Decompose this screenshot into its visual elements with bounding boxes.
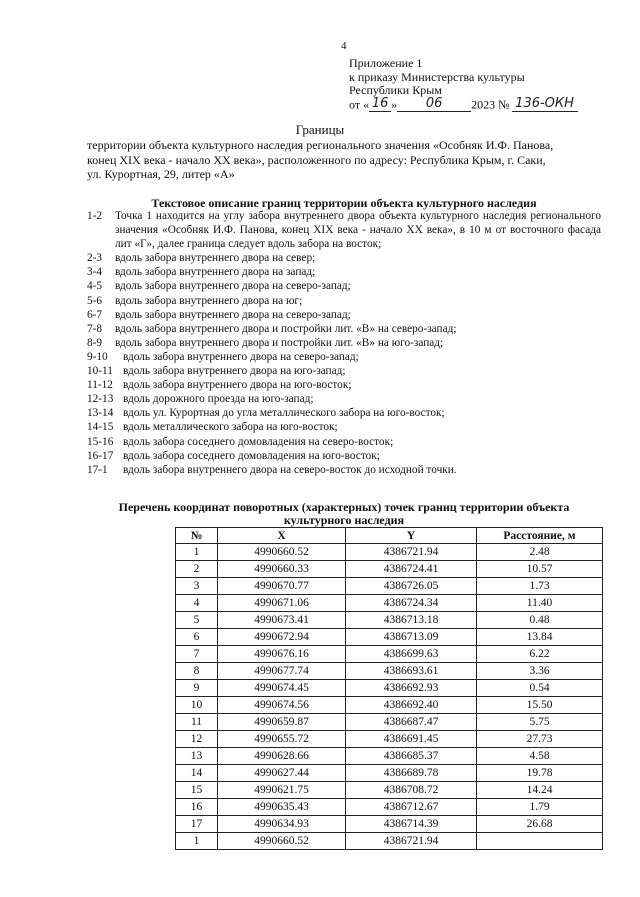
- object-description: [87, 138, 601, 182]
- table-heading-line: Перечень координат поворотных (характерных) точек границ территории объекта: [118, 500, 570, 514]
- cell-y: 4386726.05: [346, 578, 477, 595]
- list-item: 9-10 вдоль забора внутреннего двора на северо-запад;: [87, 350, 359, 363]
- cell-distance: 4.58: [477, 748, 603, 765]
- subtitle-line: ул. Курортная, 29, литер «А»: [87, 167, 235, 181]
- cell-y: 4386685.37: [346, 748, 477, 765]
- list-item: 3-4 вдоль забора внутреннего двора на запад;: [87, 266, 316, 279]
- cell-number: 7: [176, 646, 218, 663]
- cell-y: 4386699.63: [346, 646, 477, 663]
- appendix-date-line: [349, 95, 578, 112]
- table-row: [176, 748, 603, 765]
- cell-x: 4990660.52: [218, 833, 346, 850]
- table-row: [176, 629, 603, 646]
- list-item: 11-12 вдоль забора внутреннего двора на юго-восток;: [87, 379, 352, 392]
- cell-distance: 10.57: [477, 561, 603, 578]
- cell-x: 4990628.66: [218, 748, 346, 765]
- table-row: [176, 663, 603, 680]
- cell-number: 9: [176, 680, 218, 697]
- cell-number: 15: [176, 782, 218, 799]
- cell-x: 4990621.75: [218, 782, 346, 799]
- cell-distance: 1.73: [477, 578, 603, 595]
- list-item: 7-8 вдоль забора внутреннего двора и постройки лит. «В» на северо-запад;: [87, 322, 457, 335]
- cell-y: 4386712.67: [346, 799, 477, 816]
- header-y: Y: [346, 528, 477, 544]
- cell-number: 3: [176, 578, 218, 595]
- cell-y: 4386692.93: [346, 680, 477, 697]
- cell-number: 12: [176, 731, 218, 748]
- table-row: [176, 544, 603, 561]
- appendix-block: [349, 57, 578, 112]
- cell-x: 4990671.06: [218, 595, 346, 612]
- list-item: 10-11 вдоль забора внутреннего двора на юго-запад;: [87, 365, 346, 378]
- list-item: 5-6 вдоль забора внутреннего двора на юг;: [87, 294, 303, 307]
- cell-y: 4386691.45: [346, 731, 477, 748]
- cell-number: 1: [176, 833, 218, 850]
- list-item: 17-1 вдоль забора внутреннего двора на северо-восток до исходной точки.: [87, 463, 457, 476]
- table-row: [176, 680, 603, 697]
- cell-x: 4990672.94: [218, 629, 346, 646]
- list-item: 16-17 вдоль забора соседнего домовладения на юго-восток;: [87, 449, 380, 462]
- cell-x: 4990635.43: [218, 799, 346, 816]
- cell-number: 8: [176, 663, 218, 680]
- list-item: 2-3 вдоль забора внутреннего двора на север;: [87, 252, 316, 265]
- cell-number: 10: [176, 697, 218, 714]
- cell-x: 4990659.87: [218, 714, 346, 731]
- list-item: 8-9 вдоль забора внутреннего двора и постройки лит. «В» на юго-запад;: [87, 336, 444, 349]
- list-item: 14-15 вдоль металлического забора на юго-восток;: [87, 421, 338, 434]
- table-body: [176, 544, 603, 850]
- cell-distance: 6.22: [477, 646, 603, 663]
- table-heading-line: культурного наследия: [283, 513, 405, 527]
- cell-distance: 26.68: [477, 816, 603, 833]
- table-row: [176, 799, 603, 816]
- table-row: [176, 578, 603, 595]
- cell-y: 4386714.39: [346, 816, 477, 833]
- header-number: №: [176, 528, 218, 544]
- appendix-region: Республики Крым: [349, 83, 442, 97]
- cell-number: 6: [176, 629, 218, 646]
- header-distance: Расстояние, м: [477, 528, 603, 544]
- cell-distance: 0.48: [477, 612, 603, 629]
- table-row: [176, 782, 603, 799]
- cell-number: 2: [176, 561, 218, 578]
- cell-number: 13: [176, 748, 218, 765]
- cell-x: 4990673.41: [218, 612, 346, 629]
- boundary-description-list: [87, 209, 601, 477]
- cell-y: 4386692.40: [346, 697, 477, 714]
- cell-y: 4386693.61: [346, 663, 477, 680]
- cell-y: 4386713.09: [346, 629, 477, 646]
- cell-y: 4386708.72: [346, 782, 477, 799]
- cell-distance: 5.75: [477, 714, 603, 731]
- table-header-row: [176, 528, 603, 544]
- cell-number: 11: [176, 714, 218, 731]
- cell-number: 1: [176, 544, 218, 561]
- cell-distance: 27.73: [477, 731, 603, 748]
- table-row: [176, 612, 603, 629]
- coordinates-table: [175, 527, 603, 850]
- cell-distance: 1.79: [477, 799, 603, 816]
- cell-number: 4: [176, 595, 218, 612]
- cell-y: 4386713.18: [346, 612, 477, 629]
- handwritten-day: 16: [369, 98, 391, 112]
- cell-distance: 11.40: [477, 595, 603, 612]
- cell-distance: [477, 833, 603, 850]
- cell-number: 16: [176, 799, 218, 816]
- cell-y: 4386687.47: [346, 714, 477, 731]
- appendix-order-ref: к приказу Министерства культуры: [349, 69, 525, 84]
- table-heading: [87, 501, 601, 527]
- subtitle-line: территории объекта культурного наследия регионального значения «Особняк И.Ф. Панова,: [87, 138, 554, 152]
- cell-distance: 0.54: [477, 680, 603, 697]
- cell-x: 4990674.56: [218, 697, 346, 714]
- table-row: [176, 765, 603, 782]
- table-row: [176, 646, 603, 663]
- cell-number: 14: [176, 765, 218, 782]
- cell-x: 4990676.16: [218, 646, 346, 663]
- appendix-title: Приложение 1: [349, 56, 423, 70]
- page-number: 4: [341, 40, 347, 52]
- cell-x: 4990670.77: [218, 578, 346, 595]
- cell-y: 4386721.94: [346, 544, 477, 561]
- table-row: [176, 714, 603, 731]
- table-row: [176, 816, 603, 833]
- cell-distance: 13.84: [477, 629, 603, 646]
- list-item: 12-13 вдоль дорожного проезда на юго-запад;: [87, 393, 314, 406]
- list-item: 1-2 Точка 1 находится на углу забора внутреннего двора объекта культурного наследия регионального значения «Особняк И.Ф. Панова, конец XIX века - начало XX века», в 10 м от восточного фасада лит «Г», далее граница следует вдоль забора на восток;: [87, 210, 601, 251]
- table-row: [176, 731, 603, 748]
- list-item: 6-7 вдоль забора внутреннего двора на северо-запад;: [87, 308, 351, 321]
- header-x: X: [218, 528, 346, 544]
- cell-x: 4990660.33: [218, 561, 346, 578]
- date-prefix: от «: [349, 97, 370, 111]
- cell-number: 17: [176, 816, 218, 833]
- date-day-close: »: [391, 97, 398, 111]
- list-item: 13-14 вдоль ул. Курортная до угла металлического забора на юго-восток;: [87, 407, 445, 420]
- section-heading: Текстовое описание границ территории объекта культурного наследия: [151, 196, 537, 210]
- date-year: 2023 №: [471, 97, 510, 111]
- list-item: 15-16 вдоль забора соседнего домовладения на северо-восток;: [87, 435, 394, 448]
- table-row: [176, 595, 603, 612]
- cell-distance: 3.36: [477, 663, 603, 680]
- list-item: 4-5 вдоль забора внутреннего двора на северо-запад;: [87, 280, 351, 293]
- cell-distance: 2.48: [477, 544, 603, 561]
- cell-x: 4990677.74: [218, 663, 346, 680]
- cell-y: 4386724.34: [346, 595, 477, 612]
- cell-y: 4386689.78: [346, 765, 477, 782]
- page-title: Границы: [295, 122, 345, 137]
- cell-x: 4990634.93: [218, 816, 346, 833]
- handwritten-month: 06: [397, 98, 471, 112]
- cell-distance: 14.24: [477, 782, 603, 799]
- table-row: [176, 697, 603, 714]
- cell-x: 4990660.52: [218, 544, 346, 561]
- subtitle-line: конец XIX века - начало XX века», расположенного по адресу: Республика Крым, г. Саки,: [87, 152, 546, 167]
- cell-x: 4990627.44: [218, 765, 346, 782]
- cell-y: 4386721.94: [346, 833, 477, 850]
- cell-y: 4386724.41: [346, 561, 477, 578]
- cell-x: 4990655.72: [218, 731, 346, 748]
- handwritten-order-number: 136-ОКН: [512, 98, 578, 112]
- cell-number: 5: [176, 612, 218, 629]
- cell-x: 4990674.45: [218, 680, 346, 697]
- cell-distance: 19.78: [477, 765, 603, 782]
- table-row: [176, 561, 603, 578]
- table-row: [176, 833, 603, 850]
- cell-distance: 15.50: [477, 697, 603, 714]
